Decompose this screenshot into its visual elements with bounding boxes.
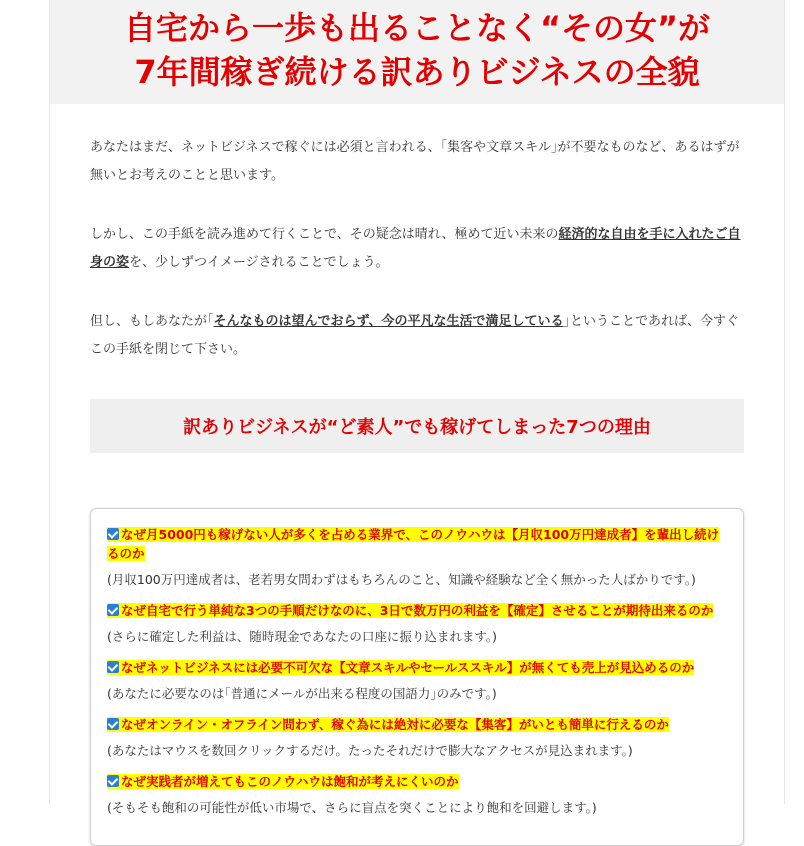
reason-title: なぜ自宅で行う単純な3つの手順だけなのに、3日で数万円の利益を【確定】させることが期待出来るのか [121, 603, 714, 618]
hero-headline-line2: 7年間稼ぎ続ける訳ありビジネスの全貌 [134, 53, 700, 91]
reason-item [107, 658, 727, 705]
reason-item [107, 715, 727, 762]
checkbox-icon [107, 604, 119, 616]
reason-title: なぜ実践者が増えてもこのノウハウは飽和が考えにくいのか [121, 774, 459, 789]
reason-item [107, 525, 727, 591]
reason-note: (あなたはマウスを数回クリックするだけ。たったそれだけで膨大なアクセスが見込まれます。) [107, 743, 633, 758]
intro-p3-text-a: 但し、もしあなたが｢ [90, 314, 214, 329]
intro-section [50, 134, 784, 364]
intro-p3-text-b: ｣ということであれば、今すぐこの手紙を閉じて下さい。 [90, 314, 739, 357]
reasons-box [90, 508, 744, 846]
reason-item [107, 601, 727, 648]
hero-banner [50, 0, 784, 104]
reason-title: なぜネットビジネスには必要不可欠な【文章スキルやセールススキル】が無くても売上が見込めるのか [121, 660, 695, 675]
intro-paragraph-2 [90, 221, 744, 277]
reason-title: なぜオンライン・オフライン問わず、稼ぐ為には絶対に必要な【集客】がいとも簡単に行えるのか [121, 717, 669, 732]
checkbox-icon [107, 718, 119, 730]
reason-item [107, 772, 727, 819]
reason-note: (さらに確定した利益は、随時現金であなたの口座に振り込まれます。) [107, 629, 498, 644]
intro-paragraph-1: あなたはまだ、ネットビジネスで稼ぐには必須と言われる、｢集客や文章スキル｣が不要なものなど、あるはずが無いとお考えのことと思います。 [90, 140, 740, 183]
intro-p3-underlined: そんなものは望んでおらず、今の平凡な生活で満足している [213, 314, 564, 329]
intro-p2-text-a: しかし、この手紙を読み進めて行くことで、その疑念は晴れ、極めて近い未来の [90, 227, 559, 242]
reason-title: なぜ月5000円も稼げない人が多くを占める業界で、このノウハウは【月収100万円達成者】を輩出し続けるのか [107, 527, 720, 561]
intro-p2-text-b: を、少しずつイメージされることでしょう。 [129, 255, 389, 270]
checkbox-icon [107, 528, 119, 540]
checkbox-icon [107, 661, 119, 673]
intro-paragraph-3 [90, 308, 744, 364]
letter-page [50, 0, 784, 815]
reason-note: (あなたに必要なのは｢普通にメールが出来る程度の国語力｣のみです。) [107, 686, 497, 701]
section-heading: 訳ありビジネスが“ど素人”でも稼げてしまった7つの理由 [90, 399, 744, 453]
reason-note: (月収100万円達成者は、老若男女問わずはもちろんのこと、知識や経験など全く無かった人ばかりです。) [107, 572, 696, 587]
checkbox-icon [107, 775, 119, 787]
hero-headline-line1: 自宅から一歩も出ることなく“その女”が [123, 9, 711, 47]
reason-note: (そもそも飽和の可能性が低い市場で、さらに盲点を突くことにより飽和を回避します。) [107, 800, 597, 815]
intro-p2-underlined: 経済的な自由を手に入れたご自身の姿 [90, 227, 741, 270]
